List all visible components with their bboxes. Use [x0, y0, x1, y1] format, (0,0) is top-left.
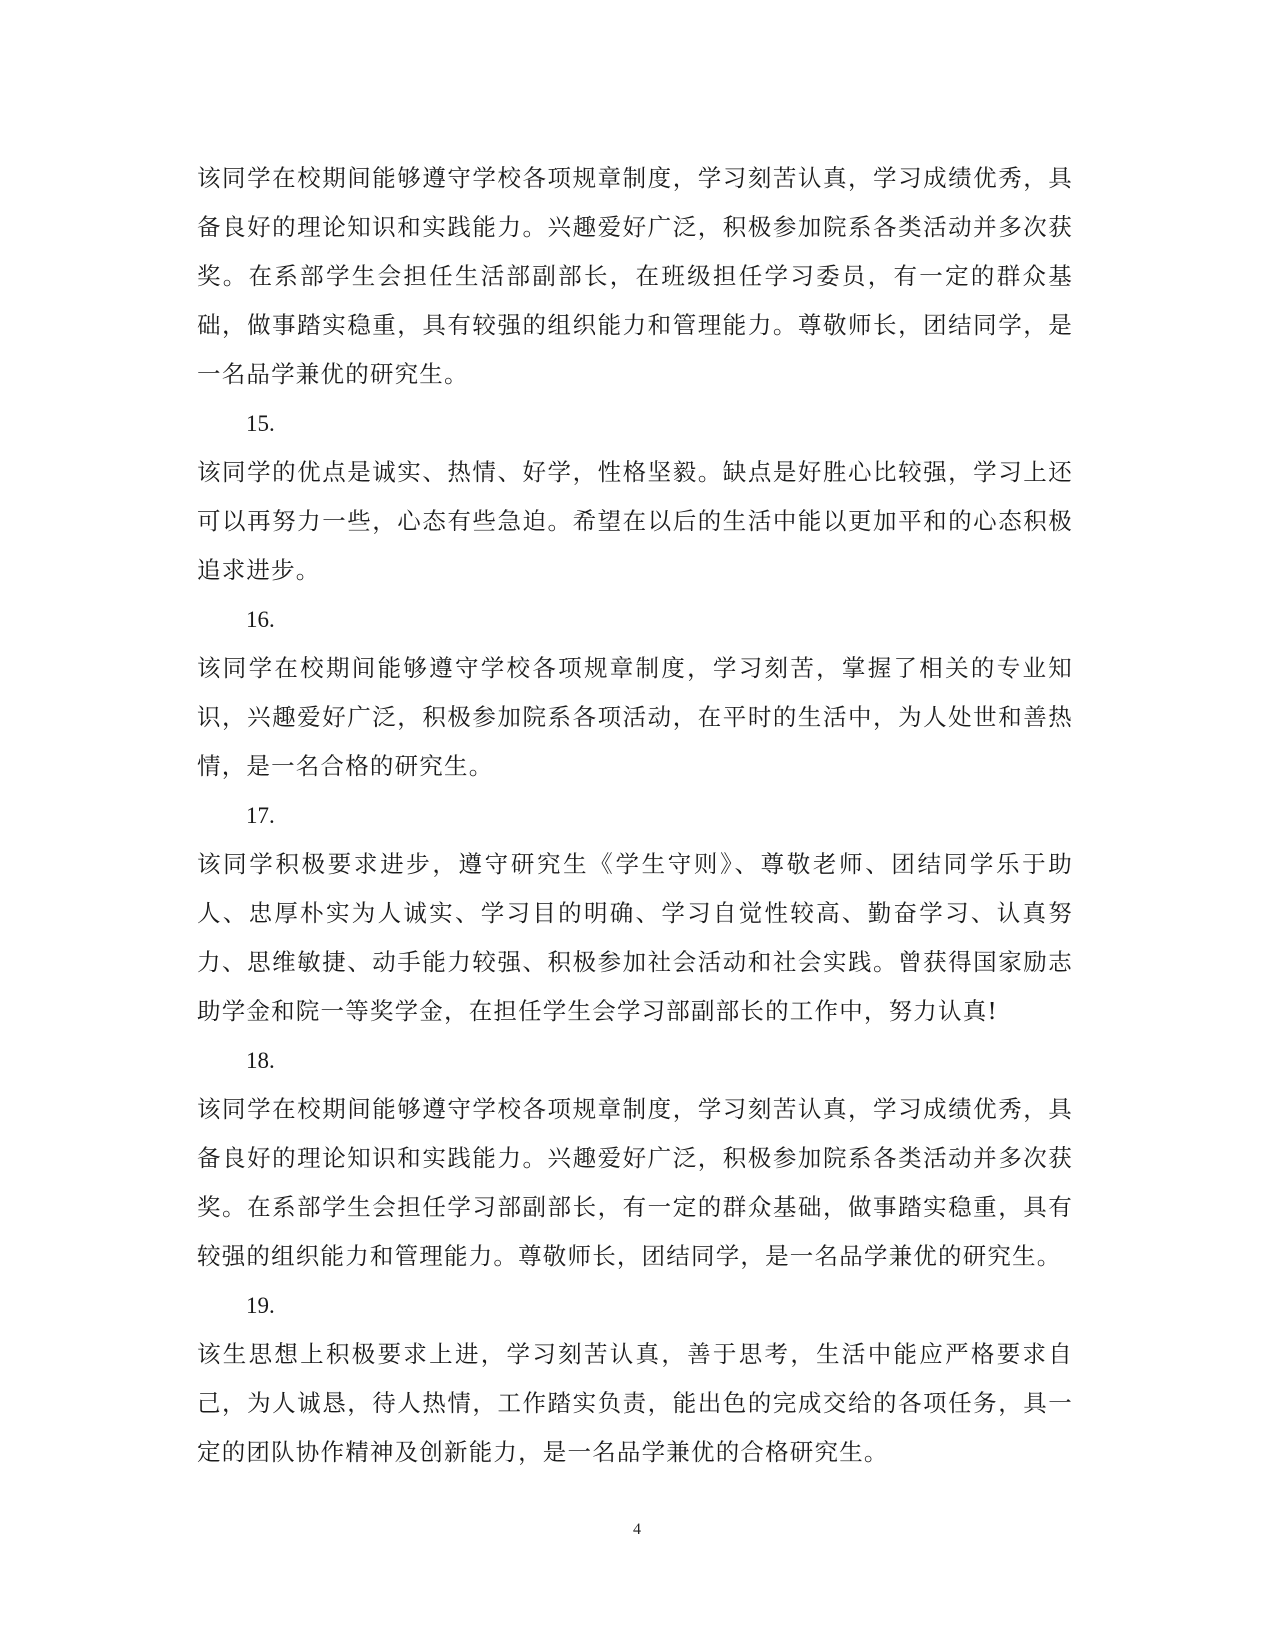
paragraph-16: 该同学在校期间能够遵守学校各项规章制度，学习刻苦，掌握了相关的专业知识，兴趣爱好广泛，积极参加院系各项活动，在平时的生活中，为人处世和善热情，是一名合格的研究生。 — [197, 654, 1073, 780]
paragraph-17: 该同学积极要求进步，遵守研究生《学生守则》、尊敬老师、团结同学乐于助人、忠厚朴实为人诚实、学习目的明确、学习自觉性较高、勤奋学习、认真努力、思维敏捷、动手能力较强、积极参加社会活动和社会实践。曾获得国家励志助学金和院一等奖学金，在担任学生会学习部副部长的工作中，努力认真! — [197, 850, 1073, 1025]
page-number: 4 — [633, 1521, 641, 1538]
document-body — [197, 154, 1073, 1477]
item-number-19: 19. — [246, 1293, 275, 1318]
item-number-16: 16. — [246, 607, 275, 632]
item-number-17: 17. — [246, 803, 275, 828]
paragraph-19: 该生思想上积极要求上进，学习刻苦认真，善于思考，生活中能应严格要求自己，为人诚恳，待人热情，工作踏实负责，能出色的完成交给的各项任务，具一定的团队协作精神及创新能力，是一名品学兼优的合格研究生。 — [197, 1340, 1073, 1466]
item-number-18: 18. — [246, 1048, 275, 1073]
item-number-15: 15. — [246, 411, 275, 436]
paragraph-15: 该同学的优点是诚实、热情、好学，性格坚毅。缺点是好胜心比较强，学习上还可以再努力一些，心态有些急迫。希望在以后的生活中能以更加平和的心态积极追求进步。 — [197, 458, 1073, 584]
paragraph-14: 该同学在校期间能够遵守学校各项规章制度，学习刻苦认真，学习成绩优秀，具备良好的理论知识和实践能力。兴趣爱好广泛，积极参加院系各类活动并多次获奖。在系部学生会担任生活部副部长，在班级担任学习委员，有一定的群众基础，做事踏实稳重，具有较强的组织能力和管理能力。尊敬师长，团结同学，是一名品学兼优的研究生。 — [197, 164, 1073, 388]
paragraph-18: 该同学在校期间能够遵守学校各项规章制度，学习刻苦认真，学习成绩优秀，具备良好的理论知识和实践能力。兴趣爱好广泛，积极参加院系各类活动并多次获奖。在系部学生会担任学习部副部长，有一定的群众基础，做事踏实稳重，具有较强的组织能力和管理能力。尊敬师长，团结同学，是一名品学兼优的研究生。 — [197, 1095, 1073, 1270]
